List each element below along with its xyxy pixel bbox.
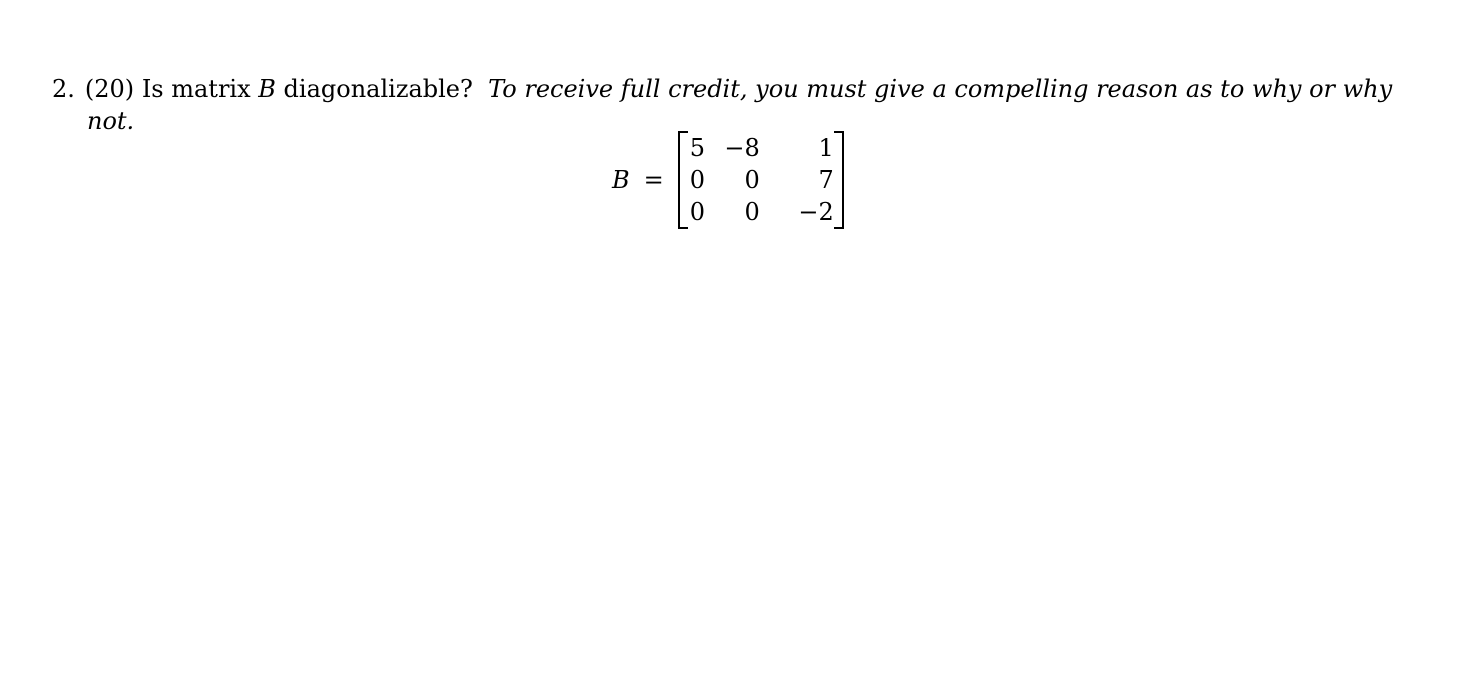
instruction-line-1: To receive full credit, you must give a compelling reason as to why or why (488, 75, 1393, 103)
problem-statement (52, 72, 1393, 138)
matrix-entry: 5 (689, 134, 706, 162)
matrix-entry: 0 (744, 166, 760, 194)
instruction-line-2: not. (87, 107, 135, 135)
matrix-entry: 1 (818, 134, 834, 162)
matrix-name: B (258, 75, 276, 103)
problem-line-1 (52, 72, 1393, 106)
matrix-entries (688, 132, 834, 228)
equation-lhs: B (612, 166, 630, 194)
matrix-entry: 0 (744, 198, 760, 226)
question-start: Is matrix (141, 75, 259, 103)
problem-number: 2. (52, 75, 75, 103)
matrix-entry: 0 (689, 198, 706, 226)
equals-sign: = (643, 166, 664, 194)
problem-points: (20) (84, 75, 135, 103)
question-end: diagonalizable? (275, 75, 473, 103)
matrix-entry: −8 (724, 134, 760, 162)
right-bracket (834, 131, 844, 229)
matrix-entry: −2 (798, 198, 834, 226)
matrix-equation (612, 130, 844, 230)
left-bracket (678, 131, 688, 229)
matrix-entry: 0 (689, 166, 706, 194)
matrix-entry: 7 (818, 166, 834, 194)
